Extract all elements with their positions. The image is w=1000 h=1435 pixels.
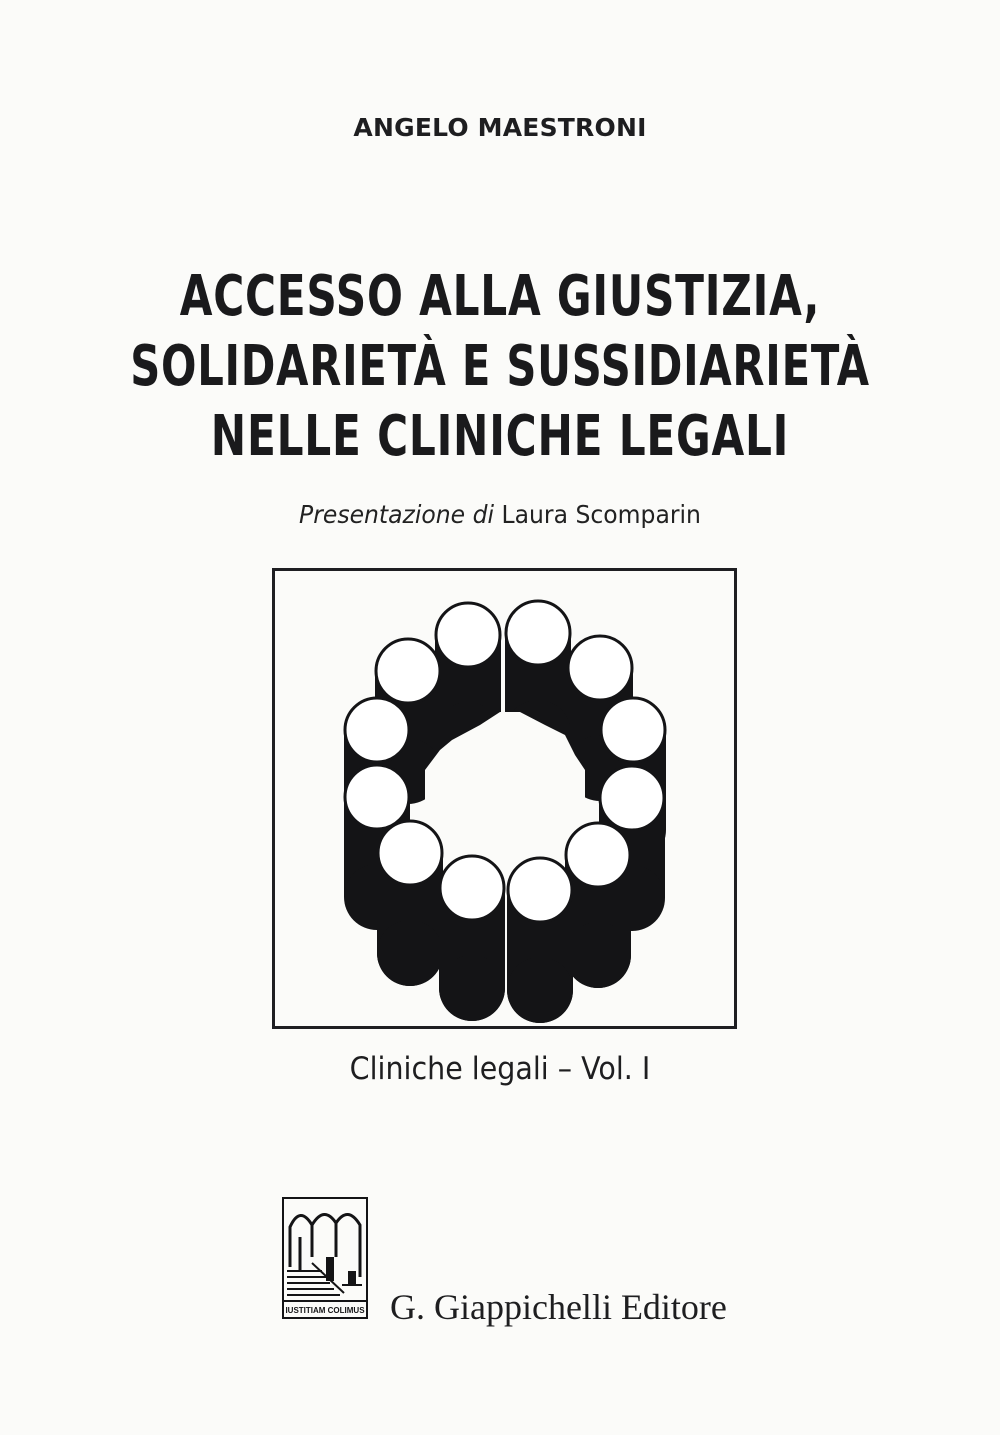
publisher-name: G. Giappichelli Editore bbox=[390, 1287, 727, 1327]
book-title bbox=[0, 262, 1000, 472]
presentation-credit bbox=[30, 500, 970, 529]
series-label: Cliniche legali – Vol. I bbox=[349, 1051, 651, 1087]
author-name: ANGELO MAESTRONI bbox=[353, 113, 647, 142]
publisher-logo-staircase-icon bbox=[282, 1197, 368, 1319]
title-line-1: ACCESSO ALLA GIUSTIZIA, bbox=[179, 264, 821, 329]
title-line-3: NELLE CLINICHE LEGALI bbox=[210, 404, 790, 469]
title-line-2: SOLIDARIETÀ E SUSSIDIARIETÀ bbox=[130, 334, 870, 399]
presenter-name: Laura Scomparin bbox=[501, 500, 701, 529]
ring-of-circles-emblem-icon bbox=[272, 568, 737, 1030]
publisher-logo-motto: IUSTITIAM COLIMUS bbox=[285, 1306, 365, 1315]
presentation-prefix: Presentazione di bbox=[299, 500, 495, 529]
